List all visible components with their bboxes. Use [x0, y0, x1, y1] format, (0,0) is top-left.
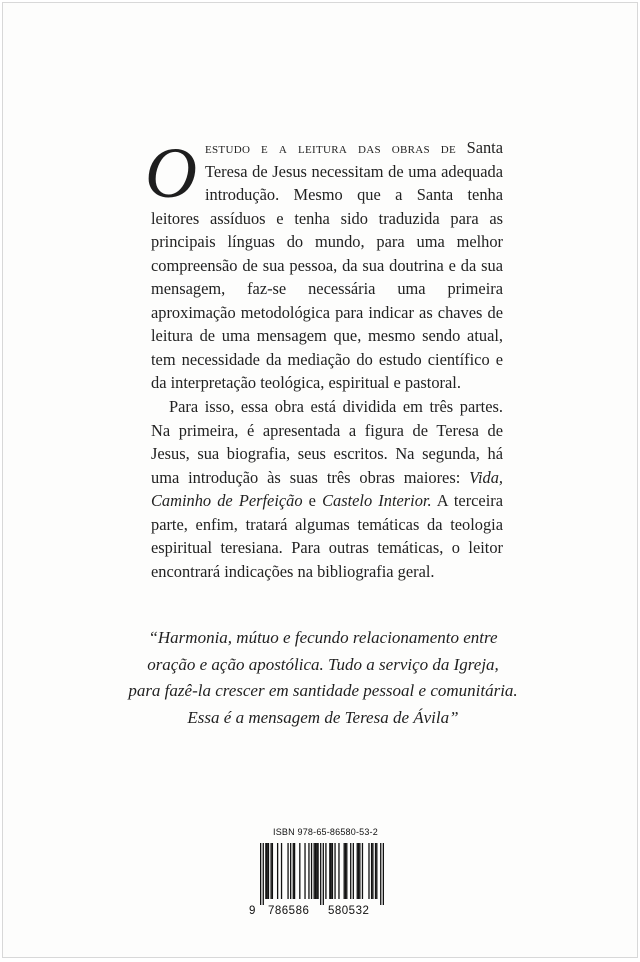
barcode-bar [372, 843, 373, 899]
barcode-bar [362, 843, 363, 899]
barcode [260, 843, 384, 905]
barcode-guard-bar [260, 843, 261, 905]
barcode-bar [334, 843, 335, 899]
pull-quote [103, 625, 543, 731]
barcode-bar [317, 843, 318, 899]
barcode-bar [277, 843, 278, 899]
back-cover [2, 2, 638, 958]
barcode-bar [314, 843, 315, 899]
barcode-bar [287, 843, 288, 899]
barcode-bar [294, 843, 295, 899]
synopsis-text [145, 133, 503, 583]
work-title-caminho: Caminho de Perfeição [151, 491, 303, 511]
separator: e [302, 491, 323, 511]
barcode-bar [357, 843, 358, 899]
barcode-bar [338, 843, 339, 899]
barcode-digits-left: 786586 [268, 905, 310, 917]
barcode-guard-bar [263, 843, 264, 905]
paragraph-2-text-a: Para isso, essa obra está dividida em três partes. Na primeira, é apresentada a figura de Teresa de Jesus, sua biografia, seus escritos. Na segunda, há uma introdução às suas três obras maiores: [151, 397, 503, 487]
barcode-bar [368, 843, 369, 899]
barcode-bar [325, 843, 326, 899]
barcode-bar [293, 843, 294, 899]
barcode-bar [345, 843, 346, 899]
barcode-bar [375, 843, 376, 899]
quote-line: “Harmonia, mútuo e fecundo relacionamento entre [148, 628, 498, 647]
barcode-bar [315, 843, 316, 899]
isbn-label: ISBN 978-65-86580-53-2 [273, 827, 378, 837]
barcode-bar [299, 843, 300, 899]
paragraph-2-text-b: A terceira parte, enfim, tratará algumas temáticas da teologia espiritual teresiana. Para outras temáticas, o leitor encontrará indicações na bibliografia geral. [151, 491, 503, 581]
work-title-vida: Vida, [469, 467, 503, 487]
barcode-guard-bar [383, 843, 384, 905]
barcode-bar [290, 843, 291, 899]
barcode-guard-bar [323, 843, 324, 905]
barcode-guard-bar [320, 843, 321, 905]
quote-line: oração e ação apostólica. Tudo a serviço da Igreja, [147, 654, 499, 674]
opening-small-caps: estudo e a leitura das obras de [205, 138, 457, 157]
barcode-bar [376, 843, 377, 899]
barcode-digit-first: 9 [249, 905, 256, 917]
quote-line: para fazê-la crescer em santidade pessoal e comunitária. [128, 681, 518, 700]
barcode-bar [346, 843, 347, 899]
quote-line: Essa é a mensagem de Teresa de Ávila” [187, 707, 459, 727]
paragraph-2 [151, 395, 503, 583]
barcode-bar [316, 843, 317, 899]
barcode-bar [281, 843, 282, 899]
barcode-bar [350, 843, 351, 899]
barcode-bar [270, 843, 271, 899]
barcode-bar [268, 843, 269, 899]
barcode-bar [311, 843, 312, 899]
drop-cap: O [145, 133, 197, 213]
barcode-bar [344, 843, 345, 899]
barcode-bar [329, 843, 330, 899]
paragraph-1-text: Santa Teresa de Jesus necessitam de uma adequada introdução. Mesmo que a Santa tenha leitores assíduos e tenha sido traduzida para as principais línguas do mundo, para uma melhor compreensão de sua pessoa, da sua doutrina e da sua mensagem, faz-se necessária uma primeira aproximação metodológica para indicar as chaves de leitura de uma mensagem que, mesmo sendo atual, tem necessidade da mediação do estudo científico e da interpretação teológica, espiritual e pastoral. [151, 138, 503, 393]
barcode-bar [358, 843, 359, 899]
barcode-bar [304, 843, 305, 899]
work-title-castelo: Castelo Interior. [322, 491, 432, 511]
barcode-bar [308, 843, 309, 899]
barcode-bar [267, 843, 268, 899]
barcode-digits-right: 580532 [328, 905, 370, 917]
barcode-guard-bar [380, 843, 381, 905]
barcode-bar [265, 843, 266, 899]
paragraph-1 [145, 133, 503, 395]
barcode-bar [272, 843, 273, 899]
barcode-bar [353, 843, 354, 899]
barcode-bar [330, 843, 331, 899]
barcode-bar [332, 843, 333, 899]
barcode-bar [371, 843, 372, 899]
barcode-bar [359, 843, 360, 899]
